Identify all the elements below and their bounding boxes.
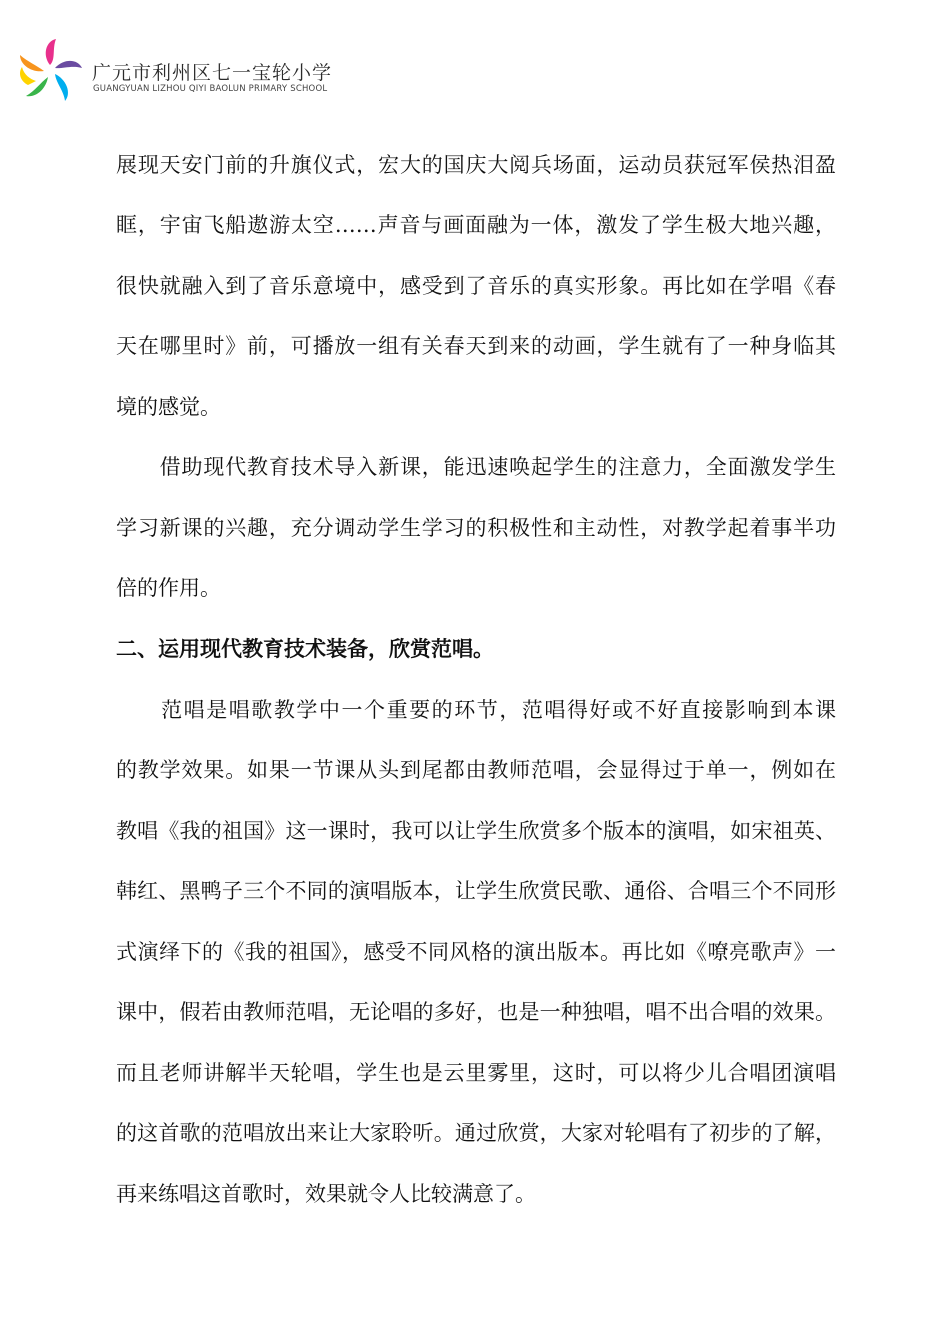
body-line: 展现天安门前的升旗仪式，宏大的国庆大阅兵场面，运动员获冠军侯热泪盈	[116, 153, 836, 177]
body-line: 境的感觉。	[116, 395, 221, 419]
school-name-en: GUANGYUAN LIZHOU QIYI BAOLUN PRIMARY SCHOOL	[93, 84, 328, 94]
body-line: 教唱《我的祖国》这一课时，我可以让学生欣赏多个版本的演唱，如宋祖英、	[116, 819, 836, 843]
body-line: 的教学效果。如果一节课从头到尾都由教师范唱，会显得过于单一，例如在	[116, 758, 836, 782]
section-heading: 二、运用现代教育技术装备，欣赏范唱。	[116, 636, 494, 661]
school-name-cn: 广元市利州区七一宝轮小学	[92, 62, 333, 84]
body-line: 借助现代教育技术导入新课，能迅速唤起学生的注意力，全面激发学生	[116, 455, 836, 479]
body-line: 式演绎下的《我的祖国》，感受不同风格的演出版本。再比如《嘹亮歌声》一	[116, 940, 836, 964]
body-line: 很快就融入到了音乐意境中，感受到了音乐的真实形象。再比如在学唱《春	[116, 274, 836, 298]
body-line: 眶，宇宙飞船遨游太空……声音与画面融为一体，激发了学生极大地兴趣，	[116, 213, 836, 237]
body-line: 课中，假若由教师范唱，无论唱的多好，也是一种独唱，唱不出合唱的效果。	[116, 1000, 836, 1024]
body-line: 韩红、黑鸭子三个不同的演唱版本，让学生欣赏民歌、通俗、合唱三个不同形	[116, 879, 836, 903]
body-line: 学习新课的兴趣，充分调动学生学习的积极性和主动性，对教学起着事半功	[116, 516, 836, 540]
body-line: 的这首歌的范唱放出来让大家聆听。通过欣赏，大家对轮唱有了初步的了解，	[116, 1121, 836, 1145]
body-line: 再来练唱这首歌时，效果就令人比较满意了。	[116, 1182, 536, 1206]
school-logo-icon	[14, 34, 86, 106]
body-line: 而且老师讲解半天轮唱，学生也是云里雾里，这时，可以将少儿合唱团演唱	[116, 1061, 836, 1085]
body-line: 范唱是唱歌教学中一个重要的环节，范唱得好或不好直接影响到本课	[116, 698, 836, 722]
body-line: 天在哪里时》前，可播放一组有关春天到来的动画，学生就有了一种身临其	[116, 334, 836, 358]
page-header	[14, 34, 354, 106]
body-line: 倍的作用。	[116, 576, 221, 600]
